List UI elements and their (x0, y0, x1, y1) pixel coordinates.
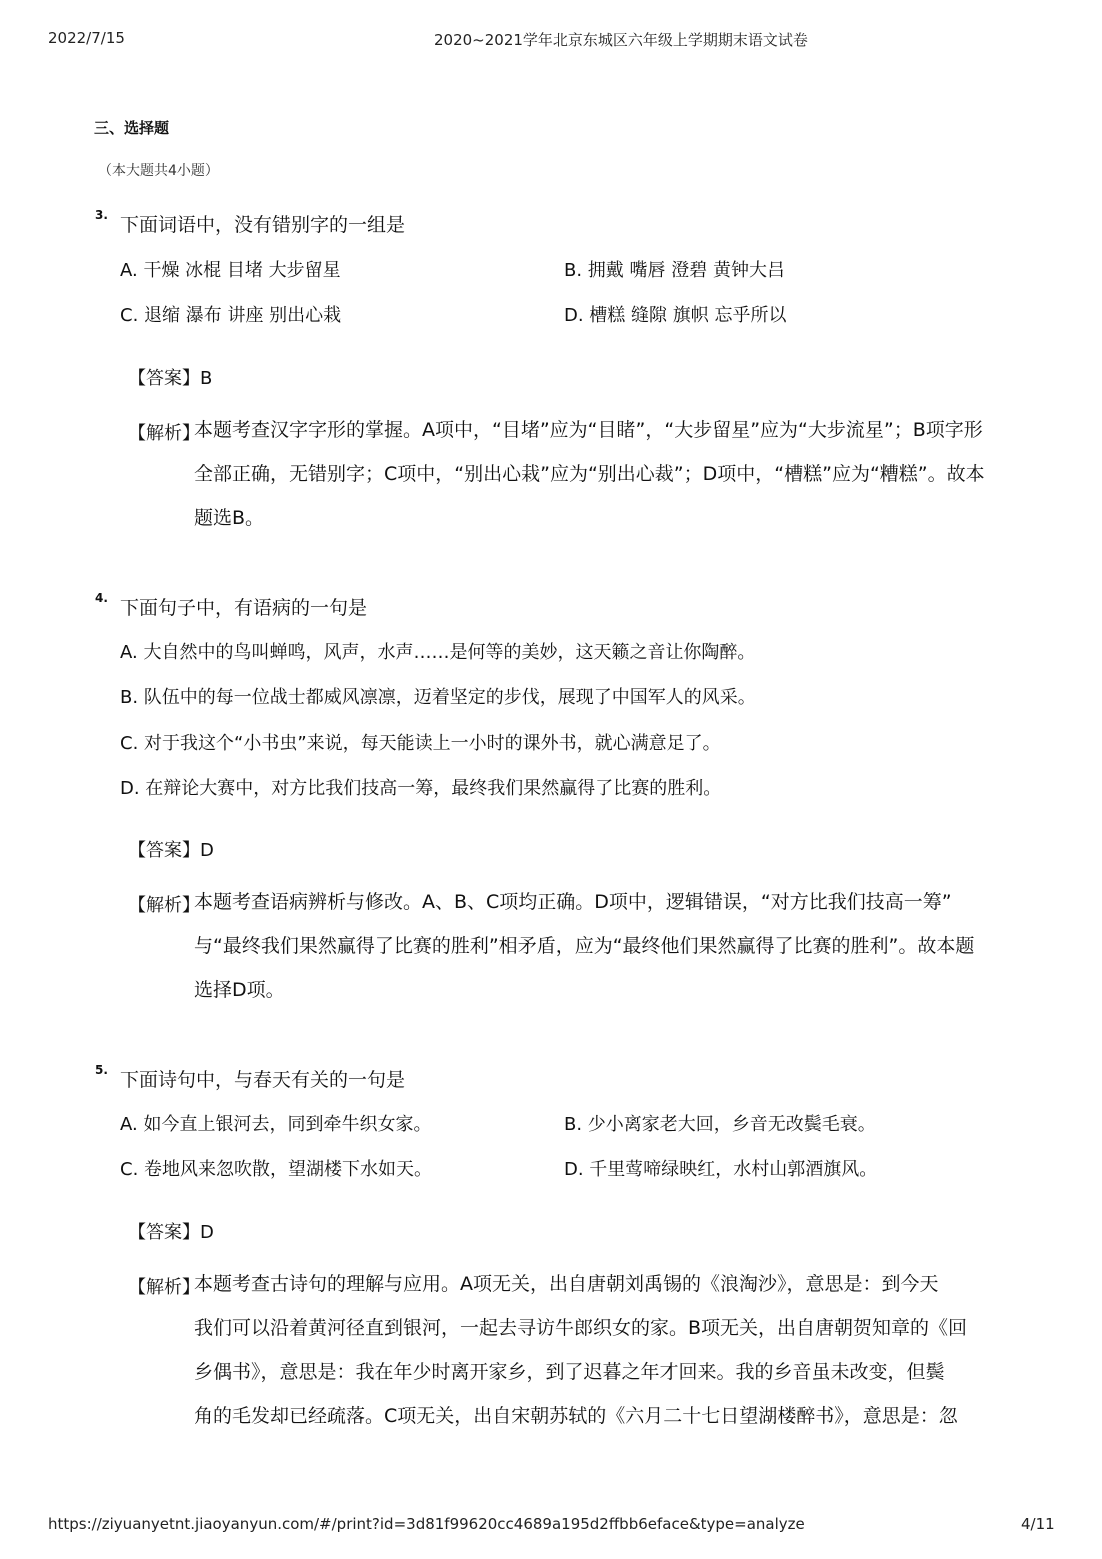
analysis-line: 本题考查汉字字形的掌握。A项中，“目堵”应为“目睹”，“大步留星”应为“大步流星”；B项字形 (194, 419, 983, 441)
option-c: C. 卷地风来忽吹散，望湖楼下水如天。 (120, 1159, 433, 1180)
option-c: C. 对于我这个“小书虫”来说，每天能读上一小时的课外书，就心满意足了。 (120, 733, 721, 754)
question-stem: 下面句子中，有语病的一句是 (120, 597, 368, 619)
option-a: A. 大自然中的鸟叫蝉鸣，风声，水声……是何等的美妙，这天籁之音让你陶醉。 (120, 642, 756, 663)
answer-label: 【答案】 (128, 368, 200, 389)
analysis-line: 本题考查古诗句的理解与应用。A项无关，出自唐朝刘禹锡的《浪淘沙》，意思是：到今天 (194, 1273, 939, 1295)
analysis-label: 【解析】 (128, 423, 200, 444)
answer-label: 【答案】 (128, 1222, 200, 1243)
page-number: 4/11 (1021, 1515, 1055, 1533)
analysis-text (194, 408, 1054, 540)
answer-value: D (200, 840, 214, 861)
analysis-line: 角的毛发却已经疏落。C项无关，出自宋朝苏轼的《六月二十七日望湖楼醉书》，意思是：忽 (194, 1405, 958, 1427)
analysis-text (194, 880, 1054, 1012)
option-c: C. 退缩 瀑布 讲座 别出心栽 (120, 305, 342, 326)
answer-label: 【答案】 (128, 840, 200, 861)
question-number: 3. (95, 208, 108, 222)
analysis-line: 选择D项。 (194, 979, 285, 1001)
question-stem: 下面诗句中，与春天有关的一句是 (120, 1069, 406, 1091)
answer (128, 836, 214, 862)
question-number: 5. (95, 1063, 108, 1077)
document-title: 2020~2021学年北京东城区六年级上学期期末语文试卷 (434, 31, 808, 49)
answer-value: B (200, 368, 213, 389)
analysis-line: 全部正确，无错别字；C项中，“别出心栽”应为“别出心裁”；D项中，“槽糕”应为“糟糕”。故本 (194, 463, 985, 485)
option-a: A. 干燥 冰棍 目堵 大步留星 (120, 260, 341, 281)
analysis-line: 乡偶书》，意思是：我在年少时离开家乡，到了迟暮之年才回来。我的乡音虽未改变，但鬓 (194, 1361, 945, 1383)
analysis-line: 我们可以沿着黄河径直到银河，一起去寻访牛郎织女的家。B项无关，出自唐朝贺知章的《回 (194, 1317, 968, 1339)
analysis-label: 【解析】 (128, 895, 200, 916)
analysis-label: 【解析】 (128, 1277, 200, 1298)
print-date: 2022/7/15 (48, 29, 125, 47)
option-b: B. 拥戴 嘴唇 澄碧 黄钟大吕 (564, 260, 785, 281)
question-number: 4. (95, 591, 108, 605)
answer-value: D (200, 1222, 214, 1243)
option-b: B. 队伍中的每一位战士都威风凛凛，迈着坚定的步伐，展现了中国军人的风采。 (120, 687, 756, 708)
analysis-text (194, 1262, 1054, 1438)
section-note: （本大题共4小题） (98, 163, 219, 179)
option-d: D. 在辩论大赛中，对方比我们技高一筹，最终我们果然赢得了比赛的胜利。 (120, 778, 722, 799)
analysis-line: 与“最终我们果然赢得了比赛的胜利”相矛盾，应为“最终他们果然赢得了比赛的胜利”。故本题 (194, 935, 975, 957)
option-b: B. 少小离家老大回，乡音无改鬓毛衰。 (564, 1114, 876, 1135)
question-stem: 下面词语中，没有错别字的一组是 (120, 214, 406, 236)
answer (128, 364, 212, 390)
option-d: D. 槽糕 缝隙 旗帜 忘乎所以 (564, 305, 787, 326)
analysis-line: 题选B。 (194, 507, 265, 529)
answer (128, 1218, 214, 1244)
analysis-line: 本题考查语病辨析与修改。A、B、C项均正确。D项中，逻辑错误，“对方比我们技高一筹” (194, 891, 952, 913)
option-d: D. 千里莺啼绿映红，水村山郭酒旗风。 (564, 1159, 878, 1180)
section-title: 三、选择题 (94, 119, 170, 137)
footer-url: https://ziyuanyetnt.jiaoyanyun.com/#/print?id=3d81f99620cc4689a195d2ffbb6eface&type=analyze (48, 1515, 805, 1533)
option-a: A. 如今直上银河去，同到牵牛织女家。 (120, 1114, 432, 1135)
